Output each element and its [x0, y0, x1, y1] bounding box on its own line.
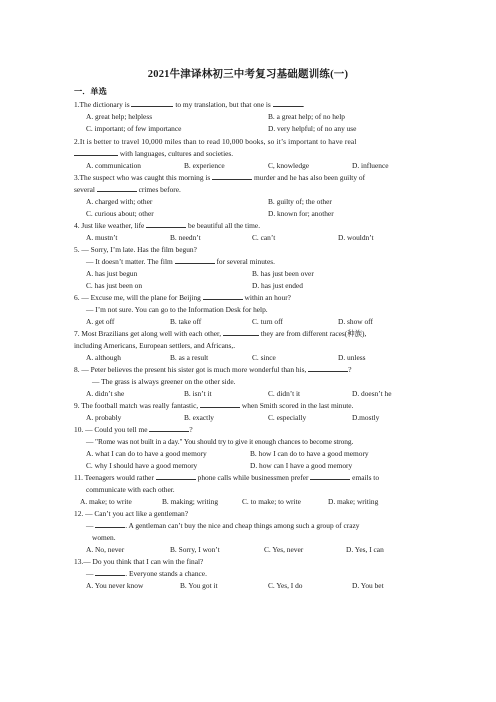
question-8-stem: 8. — Peter believes the present his sister got is much more wonderful than his, ? — [74, 365, 352, 374]
answer-blank — [156, 479, 196, 480]
answer-blank — [131, 106, 173, 107]
question-10-stem: 10. — Could you tell me ? — [74, 425, 193, 434]
question-4-option-c: C. can’t — [252, 233, 276, 242]
question-11-stem-cont: communicate with each other. — [86, 485, 175, 494]
question-10-option-b: B. how I can do to have a good memory — [250, 449, 369, 458]
question-12-stem-cont: — . A gentleman can’t buy the nice and cheap things among such a group of crazy — [86, 521, 360, 530]
answer-blank — [95, 575, 125, 576]
answer-blank — [273, 106, 303, 107]
answer-blank — [203, 299, 243, 300]
question-5-option-c: C. has just been on — [86, 281, 143, 290]
question-5-stem-cont: — It doesn’t matter. The film for several minutes. — [86, 257, 275, 266]
question-6-option-d: D. show off — [338, 317, 373, 326]
question-3-option-c: C. curious about; other — [86, 209, 154, 218]
question-2-option-a: A. communication — [86, 161, 142, 170]
question-13-option-a: A. You never know — [86, 581, 144, 590]
question-12-option-d: D. Yes, I can — [346, 545, 384, 554]
question-7-option-b: B. as a result — [170, 353, 209, 362]
answer-blank — [200, 407, 240, 408]
question-13-option-c: C. Yes, I do — [268, 581, 303, 590]
question-9-option-c: C. especially — [268, 413, 307, 422]
question-11-option-a: A. make; to write — [80, 497, 132, 506]
answer-blank — [212, 179, 252, 180]
question-6-stem-cont: — I’m not sure. You can go to the Information Desk for help. — [86, 305, 268, 314]
question-12-option-c: C. Yes, never — [264, 545, 304, 554]
document-title: 2021牛津译林初三中考复习基础题训练(一) — [147, 69, 349, 80]
question-9-option-d: D.mostly — [352, 413, 380, 422]
question-10-stem-cont: — "Rome was not built in a day." You should try to give it enough chances to become strong. — [86, 437, 354, 446]
question-3-option-b: B. guilty of; the other — [268, 197, 332, 206]
question-10-option-d: D. how can I have a good memory — [250, 461, 353, 470]
question-4-option-b: B. needn’t — [170, 233, 201, 242]
question-9-option-a: A. probably — [86, 413, 122, 422]
question-3-option-a: A. charged with; other — [86, 197, 153, 206]
answer-blank — [308, 371, 348, 372]
question-2-stem: 2.It is better to travel 10,000 miles than to read 10,000 books, so it’s important to have real — [74, 137, 357, 146]
question-8-option-d: D. doesn’t he — [352, 389, 392, 398]
question-6-option-c: C. turn off — [252, 317, 283, 326]
question-4-stem: 4. Just like weather, life be beautiful all the time. — [74, 221, 261, 230]
question-6-option-b: B. take off — [170, 317, 202, 326]
question-5-option-a: A. has just begun — [86, 269, 138, 278]
question-7-option-d: D. unless — [338, 353, 366, 362]
question-7-option-c: C. since — [252, 353, 276, 362]
question-2-option-c: C, knowledge — [268, 161, 310, 170]
question-5-option-d: D. has just ended — [252, 281, 303, 290]
question-12-option-a: A. No, never — [86, 545, 125, 554]
question-1-option-b: B. a great help; of no help — [268, 112, 345, 121]
question-13-stem: 13.— Do you think that I can win the final? — [74, 557, 204, 566]
question-13-stem-cont: — . Everyone stands a chance. — [86, 569, 207, 578]
question-13-option-d: D. You bet — [352, 581, 384, 590]
question-1-stem: 1.The dictionary is to my translation, but that one is . — [74, 100, 305, 109]
question-3-option-d: D. known for; another — [268, 209, 334, 218]
question-11-option-c: C. to make; to write — [242, 497, 301, 506]
question-1-option-d: D. very helpful; of no any use — [268, 124, 357, 133]
question-1-option-a: A. great help; helpless — [86, 112, 153, 121]
question-6-option-a: A. get off — [86, 317, 115, 326]
question-2-stem-cont: with languages, cultures and societies. — [74, 149, 436, 158]
question-10-option-a: A. what I can do to have a good memory — [86, 449, 207, 458]
question-6-stem: 6. — Excuse me, will the plane for Beijing within an hour? — [74, 293, 291, 302]
question-9-stem: 9. The football match was really fantastic, when Smith scored in the last minute. — [74, 401, 354, 410]
question-7-stem: 7. Most Brazilians get along well with each other, they are from different races(种族), — [74, 329, 367, 338]
question-7-stem-cont: including Americans, European settlers, and Africans,. — [74, 341, 236, 350]
answer-blank — [146, 227, 186, 228]
answer-blank — [97, 191, 137, 192]
question-11-option-b: B. making; writing — [162, 497, 219, 506]
question-7-option-a: A. although — [86, 353, 121, 362]
question-8-stem-cont: — The grass is always greener on the other side. — [92, 377, 236, 386]
question-1-option-c: C. important; of few importance — [86, 124, 182, 133]
answer-blank — [310, 479, 350, 480]
question-9-option-b: B. exactly — [184, 413, 214, 422]
question-5-option-b: B. has just been over — [252, 269, 314, 278]
question-13-option-b: B. You got it — [180, 581, 218, 590]
question-3-stem-cont: several crimes before. — [74, 185, 181, 194]
question-11-option-d: D. make; writing — [328, 497, 379, 506]
section-heading: 一．单选 — [74, 87, 107, 96]
answer-blank — [175, 263, 215, 264]
question-4-option-a: A. mustn’t — [86, 233, 118, 242]
answer-blank — [74, 155, 118, 156]
question-5-stem: 5. — Sorry, I’m late. Has the film begun? — [74, 245, 197, 254]
question-11-stem: 11. Teenagers would rather phone calls while businessmen prefer emails to — [74, 473, 380, 482]
question-12-stem-cont2: women. — [92, 533, 116, 542]
answer-blank — [223, 335, 259, 336]
answer-blank — [95, 527, 125, 528]
question-3-stem: 3.The suspect who was caught this morning is murder and he has also been guilty of — [74, 173, 366, 182]
question-8-option-b: B. isn’t it — [184, 389, 212, 398]
question-12-stem: 12. — Can’t you act like a gentleman? — [74, 509, 188, 518]
question-8-option-a: A. didn’t she — [86, 389, 125, 398]
question-12-option-b: B. Sorry, I won’t — [170, 545, 220, 554]
question-2-option-b: B. experience — [184, 161, 225, 170]
question-8-option-c: C. didn’t it — [268, 389, 301, 398]
question-10-option-c: C. why I should have a good memory — [86, 461, 198, 470]
question-2-option-d: D. influence — [352, 161, 389, 170]
answer-blank — [149, 431, 189, 432]
question-4-option-d: D. wouldn’t — [338, 233, 374, 242]
